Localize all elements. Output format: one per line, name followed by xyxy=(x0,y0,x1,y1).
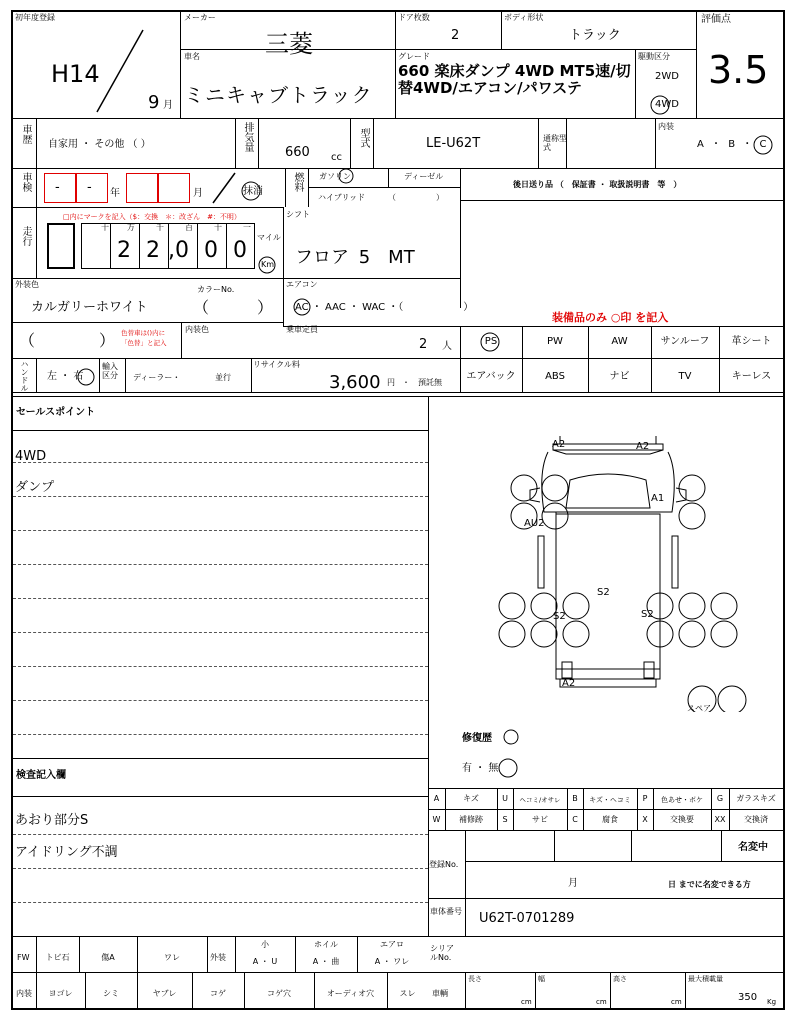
color-change-note: 色替車は()内に 「色替」と記入 xyxy=(121,329,167,347)
common-model-label: 通称型式 xyxy=(543,134,567,152)
car-name-label: 車名 xyxy=(184,52,200,61)
repair-value: 有 ・ 無 xyxy=(462,763,499,774)
damage-mark: A2 xyxy=(552,439,566,450)
steering-circle xyxy=(75,366,97,388)
shift-value: フロア 5 MT xyxy=(295,247,415,268)
grade-value: 660 楽床ダンプ 4WD MT5速/切替4WD/エアコン/パワステ xyxy=(398,62,631,97)
equip-tv: TV xyxy=(678,371,692,382)
capacity-label: 乗車定員 xyxy=(286,325,318,334)
fuel-label: 燃料 xyxy=(292,172,303,192)
ps-circle xyxy=(477,331,503,353)
doors-label: ドア枚数 xyxy=(398,13,430,22)
equip-leather: 革シート xyxy=(731,336,772,347)
fuel-diesel: ディーゼル xyxy=(404,172,444,181)
model-label: 型式 xyxy=(358,128,369,148)
recycle-unit: 円 xyxy=(387,378,395,387)
recycle-value: 3,600 xyxy=(329,372,381,393)
recycle-label: リサイクル料 xyxy=(253,360,300,369)
color-change-value: （ ） xyxy=(19,331,116,350)
fuel-gasoline: ガソリン xyxy=(319,172,351,181)
shift-label: シフト xyxy=(286,210,310,219)
first-reg-month: 9 xyxy=(148,92,160,113)
serial-label: シリアルNo. xyxy=(430,944,454,962)
equip-ps: PS xyxy=(484,336,498,347)
color-no-value: （ ） xyxy=(193,298,274,317)
mileage-digit: 0 xyxy=(204,238,218,263)
displacement-value: 660 xyxy=(285,145,310,160)
mileage-note: □内にマークを記入（$：交換 ＊：改ざん #：不明） xyxy=(63,213,241,221)
fuel-other: （ ） xyxy=(388,193,444,202)
repair-label: 修復歴 xyxy=(462,733,492,744)
displacement-label: 排気量 xyxy=(242,122,253,152)
drive-4wd: 4WD xyxy=(655,99,679,110)
inspection-year-unit: 年 xyxy=(110,188,120,199)
equip-abs: ABS xyxy=(545,371,565,382)
equip-navi: ナビ xyxy=(609,371,630,382)
grade-label: グレード xyxy=(398,52,430,61)
inspection-slash xyxy=(209,171,239,205)
first-reg-slash xyxy=(93,26,153,116)
steering-value: 左 ・ 右 xyxy=(47,371,84,382)
damage-mark: A2 xyxy=(562,678,576,689)
dims-label: 車輌 xyxy=(432,989,448,998)
import-dealer: ディーラー・ xyxy=(133,373,181,382)
equip-sunroof: サンルーフ xyxy=(660,336,710,347)
reg-deadline: 日 までに名変できる方 xyxy=(668,880,751,889)
equip-aw: AW xyxy=(611,336,628,347)
ac-circle xyxy=(291,296,313,318)
damage-mark: A2 xyxy=(636,441,650,452)
inspection-label: 車検 xyxy=(20,172,31,192)
inspect-note-line: あおり部分S xyxy=(15,813,89,828)
sales-point-line: 4WD xyxy=(15,449,47,464)
score-label: 評価点 xyxy=(701,14,731,25)
maker-value: 三菱 xyxy=(265,30,313,58)
expired-circle xyxy=(240,180,262,202)
ext-color-label: 外装色 xyxy=(15,280,39,289)
chassis-label: 車体番号 xyxy=(430,907,462,916)
import-parallel: 並行 xyxy=(215,373,231,382)
history-label: 車歴 xyxy=(20,124,31,144)
doors-value: 2 xyxy=(451,28,460,43)
sales-point-label: セールスポイント xyxy=(16,407,96,418)
recycle-deposit: ・ 預託無 xyxy=(402,378,442,387)
mileage-comma: , xyxy=(168,238,175,263)
mileage-digit: 0 xyxy=(233,238,247,263)
inspect-note-line: アイドリング不調 xyxy=(15,845,118,860)
score-value: 3.5 xyxy=(708,48,769,92)
fuel-hybrid: ハイブリッド xyxy=(318,193,366,202)
ext-color-value: カルガリーホワイト xyxy=(31,300,148,315)
damage-mark: S2 xyxy=(641,609,654,620)
equip-keyless: キーレス xyxy=(731,371,772,382)
maker-label: メーカー xyxy=(184,13,216,22)
steering-label: ハンドル xyxy=(20,360,29,392)
damage-mark: S2 xyxy=(553,611,566,622)
mileage-km: Km xyxy=(261,260,275,269)
inspection-expired: 抹消 xyxy=(243,186,263,197)
body-type-label: ボディ形状 xyxy=(504,13,544,22)
damage-mark: A1 xyxy=(651,493,665,504)
aircon-label: エアコン xyxy=(286,280,318,289)
mileage-digit: 2 xyxy=(117,238,131,263)
displacement-unit: cc xyxy=(331,152,342,163)
int-color-label: 内装色 xyxy=(185,325,209,334)
first-reg-label: 初年度登録 xyxy=(15,13,55,22)
ext-flag-label: 外装 xyxy=(210,953,226,962)
max-load-value: 350 xyxy=(738,992,758,1003)
interior-grade-label: 内装 xyxy=(658,122,674,131)
equip-pw: PW xyxy=(547,336,563,347)
car-name-value: ミニキャブトラック xyxy=(184,83,373,107)
import-label: 輸入区分 xyxy=(102,362,118,380)
aircon-value: AC ・ AAC ・ WAC ・（ ） xyxy=(295,302,474,313)
interior-grade-options: A ・ B ・ C xyxy=(697,139,767,150)
mileage-box-0 xyxy=(47,223,75,269)
capacity-unit: 人 xyxy=(442,341,452,352)
km-circle xyxy=(257,255,277,275)
truck-diagram xyxy=(428,412,783,712)
sales-point-line: ダンプ xyxy=(15,480,55,495)
capacity-value: 2 xyxy=(419,337,428,352)
interior-grade-circle xyxy=(751,133,775,157)
equip-title: 装備品のみ ○印 を記入 xyxy=(552,311,669,324)
damage-mark: AU2 xyxy=(524,518,545,529)
name-change: 名変中 xyxy=(738,842,768,853)
inspection-month-unit: 月 xyxy=(193,188,203,199)
auction-sheet: 初年度登録 H14 9 月 メーカー 三菱 ドア枚数 2 ボディ形状 トラック 車名 ミニキャブトラック グレード 660 楽床ダンプ 4WD MT5速/切替4WD/エアコン/パワステ 駆動区分 2WD 4WD 評価点 3.5 車歴 自家用 ・ その他 （ ） 排気量 660 cc 型式 LE-U62T 通称型式 内装 A ・ B ・ C 車検 - - 年 月 抹消 燃料 ガソリン ディーゼル ハイブリッド （ ） 後日送り品 （ 保証書 ・ 取扱説明書 等 ） 走行 □内にマークを記入（$：交換 ＊：改ざん #：不明） 十 万 千 百 十 一 2 2 , 0 0 0 マイル Km シフト フロア 5 MT 外装色 カルガリーホワイト カラーNo. （ ） エアコン AC ・ AAC ・ WAC ・（ ） 装備品のみ ○印 を記入 （ ） 色替車は()内に 「色替」と記入 内装色 乗車定員 2 人 PS PW AW サンルーフ 革シート ハンドル 左 ・ 右 輸入区分 ディーラー・ 並行 リサイクル料 3,600 円 ・ 預託無 エアバック ABS ナビ TV キーレス セールスポイント 4WD ダンプ 検査記入欄 あおり部分S アイドリング不調 A2 A2 A1 AU2 S2 S2 S2 A2 スペア 修復歴 有 ・ 無 A キズ U ヘコミ/オサレ B キズ・ヘコミ P 色あせ・ボケ G ガラスキズ W 補修跡 S サビ C 腐食 X 交換要 XX 交換済 登録No. 名変中 月 日 までに名変できる方 車体番号 U62T-0701289 FW トビ石 傷A ワレ 外装 小 A ・ U ホイル A ・ 曲 エアロ A ・ ワレ シリアルNo. 内装 ヨゴレ シミ ヤブレ コゲ コゲ穴 オーディオ穴 スレ 車輌 長さ cm 幅 cm 高さ cm 最大積載量 350 Kg xyxy=(11,10,785,1010)
model-value: LE-U62T xyxy=(426,136,481,151)
mileage-digit: 0 xyxy=(175,238,189,263)
first-reg-month-unit: 月 xyxy=(163,100,173,111)
mileage-digit: 2 xyxy=(146,238,160,263)
int-flag-label: 内装 xyxy=(16,989,32,998)
mileage-mile: マイル xyxy=(257,233,281,242)
equip-airbag: エアバック xyxy=(466,371,516,382)
drive-2wd: 2WD xyxy=(655,71,679,82)
inspect-notes-label: 検査記入欄 xyxy=(16,770,66,781)
repair-none-circle xyxy=(497,757,519,779)
reg-month: 月 xyxy=(568,878,578,889)
gasoline-circle xyxy=(336,167,356,185)
drive-label: 駆動区分 xyxy=(638,52,670,61)
first-reg-year: H14 xyxy=(51,60,100,88)
reg-no-label: 登録No. xyxy=(429,860,459,869)
damage-mark: S2 xyxy=(597,587,610,598)
spare-label: スペア xyxy=(687,704,711,713)
color-no-label: カラーNo. xyxy=(197,285,235,294)
flag-fw: FW xyxy=(17,953,30,962)
history-value: 自家用 ・ その他 （ ） xyxy=(48,139,151,150)
mileage-label: 走行 xyxy=(20,226,31,246)
repair-circle-mark xyxy=(502,728,520,746)
chassis-value: U62T-0701289 xyxy=(479,911,575,926)
body-type-value: トラック xyxy=(569,28,621,43)
drive-4wd-circle xyxy=(649,94,671,116)
after-docs-label: 後日送り品 （ 保証書 ・ 取扱説明書 等 ） xyxy=(513,180,682,189)
